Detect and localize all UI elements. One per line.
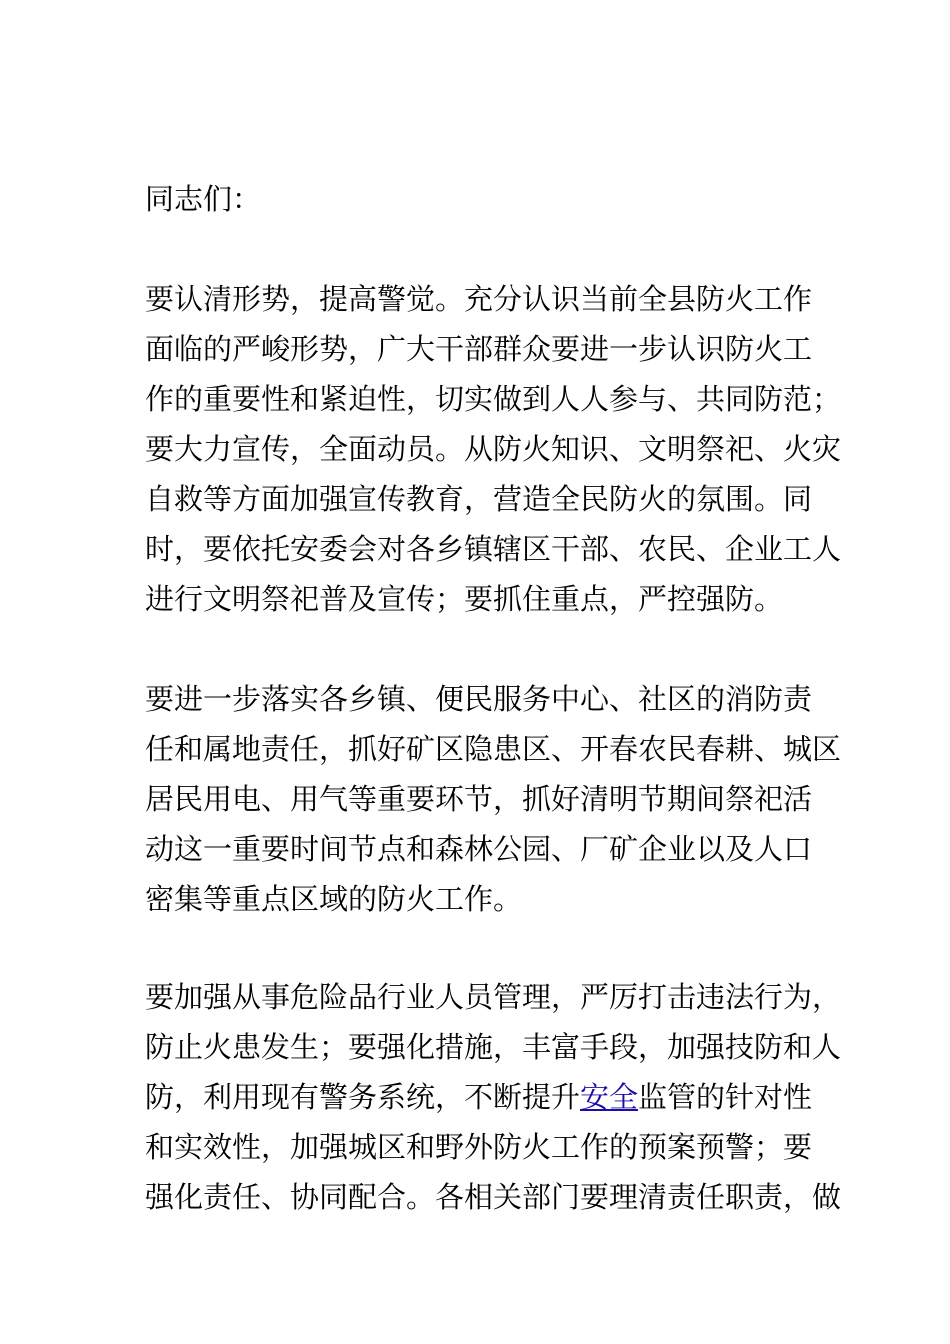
paragraph-3-line: 强化责任、协同配合。各相关部门要理清责任职责，做 [145, 1180, 842, 1214]
paragraph-3-text-after-link: 监管的针对性 [638, 1080, 813, 1114]
paragraph-3-line: 要加强从事危险品行业人员管理，严厉打击违法行为， [145, 980, 842, 1014]
paragraph-1-line: 时，要依托安委会对各乡镇辖区干部、农民、企业工人 [145, 532, 842, 566]
greeting-line: 同志们： [145, 182, 262, 216]
paragraph-3-line: 和实效性，加强城区和野外防火工作的预案预警；要 [145, 1130, 813, 1164]
paragraph-1-line: 进行文明祭祀普及宣传；要抓住重点，严控强防。 [145, 582, 784, 616]
paragraph-3-line: 防止火患发生；要强化措施，丰富手段，加强技防和人 [145, 1030, 842, 1064]
paragraph-2-line: 密集等重点区域的防火工作。 [145, 882, 523, 916]
paragraph-1 [145, 274, 842, 624]
paragraph-2-line: 任和属地责任，抓好矿区隐患区、开春农民春耕、城区 [145, 732, 842, 766]
paragraph-3-line-with-link [145, 1072, 825, 1122]
paragraph-2 [145, 674, 842, 924]
paragraph-1-line: 要认清形势，提高警觉。充分认识当前全县防火工作 [145, 282, 813, 316]
greeting [145, 174, 825, 224]
paragraph-3 [145, 972, 842, 1222]
paragraph-2-line: 要进一步落实各乡镇、便民服务中心、社区的消防责 [145, 682, 813, 716]
paragraph-1-line: 作的重要性和紧迫性，切实做到人人参与、共同防范； [145, 382, 842, 416]
paragraph-1-line: 要大力宣传，全面动员。从防火知识、文明祭祀、火灾 [145, 432, 842, 466]
paragraph-3-text-before-link: 防，利用现有警务系统，不断提升 [145, 1080, 581, 1114]
paragraph-1-line: 面临的严峻形势，广大干部群众要进一步认识防火工 [145, 332, 813, 366]
paragraph-2-line: 动这一重要时间节点和森林公园、厂矿企业以及人口 [145, 832, 813, 866]
paragraph-2-line: 居民用电、用气等重要环节，抓好清明节期间祭祀活 [145, 782, 813, 816]
safety-link[interactable]: 安全 [580, 1080, 639, 1114]
paragraph-1-line: 自救等方面加强宣传教育，营造全民防火的氛围。同 [145, 482, 813, 516]
